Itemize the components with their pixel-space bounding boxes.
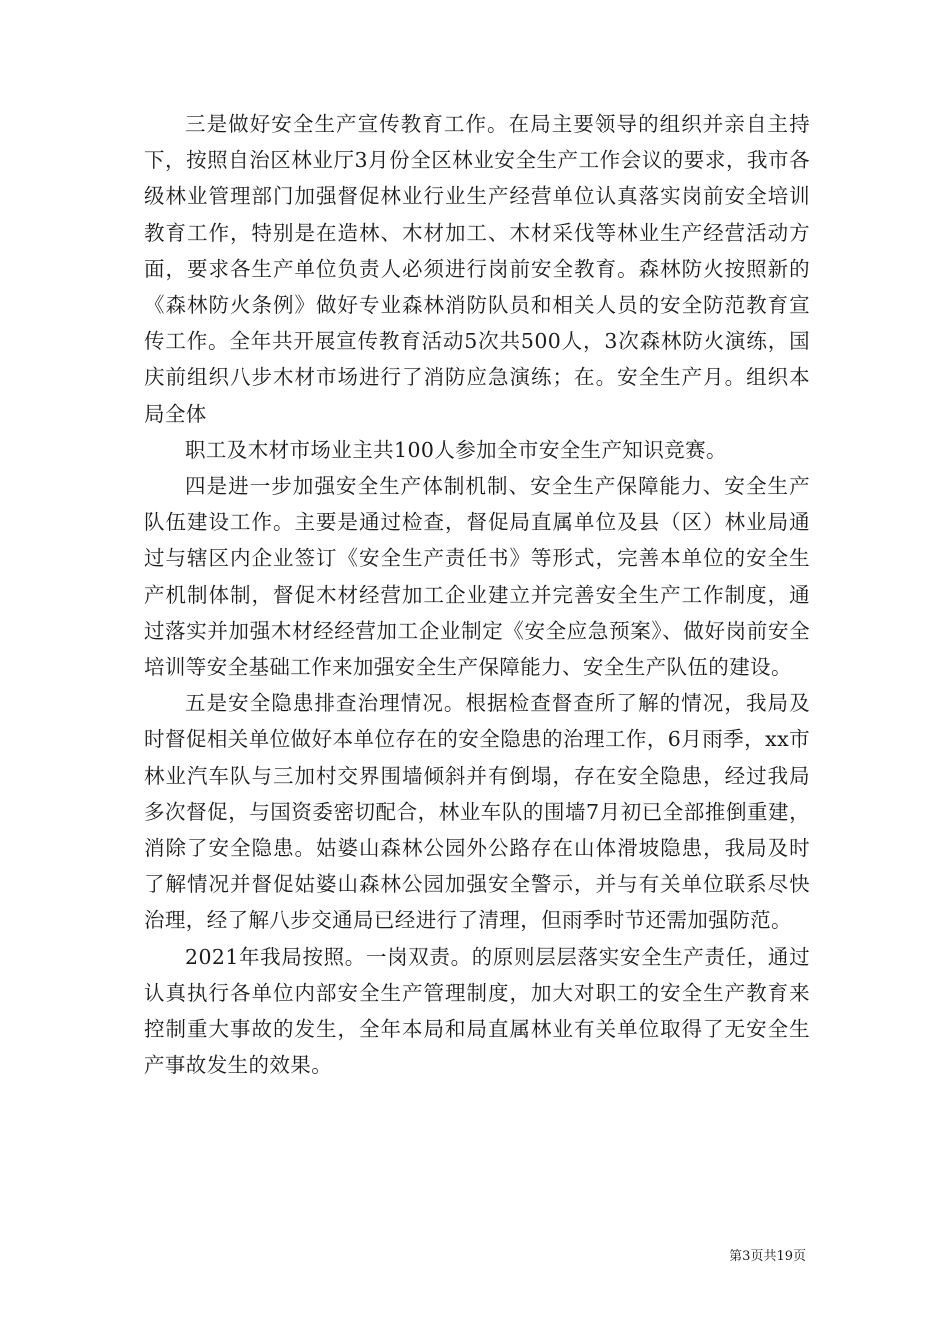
paragraph-safety-education: 三是做好安全生产宣传教育工作。在局主要领导的组织并亲自主持下，按照自治区林业厅3月份全区林业安全生产工作会议的要求，我市各级林业管理部门加强督促林业行业生产经营单位认真落实岗前安全培训教育工作，特别是在造林、木材加工、木材采伐等林业生产经营活动方面，要求各生产单位负责人必须进行岗前安全教育。森林防火按照新的《森林防火条例》做好专业森林消防队员和相关人员的安全防范教育宣传工作。全年共开展宣传教育活动5次共500人，3次森林防火演练，国庆前组织八步木材市场进行了消防应急演练；在。安全生产月。组织本局全体 [144,112,810,426]
paragraph-mechanism-building: 四是进一步加强安全生产体制机制、安全生产保障能力、安全生产队伍建设工作。主要是通过检查，督促局直属单位及县（区）林业局通过与辖区内企业签订《安全生产责任书》等形式，完善本单位的安全生产机制体制，督促木材经营加工企业建立并完善安全生产工作制度，通过落实并加强木材经经营加工企业制定《安全应急预案》、做好岗前安全培训等安全基础工作来加强安全生产保障能力、安全生产队伍的建设。 [144,474,810,680]
paragraph-annual-result: 2021年我局按照。一岗双责。的原则层层落实安全生产责任，通过认真执行各单位内部安全生产管理制度，加大对职工的安全生产教育来控制重大事故的发生，全年本局和局直属林业有关单位取得了无安全生产事故发生的效果。 [144,944,810,1078]
page-number-footer: 第3页共19页 [729,1249,806,1264]
document-body [144,106,810,1083]
paragraph-hazard-inspection: 五是安全隐患排查治理情况。根据检查督查所了解的情况，我局及时督促相关单位做好本单位存在的安全隐患的治理工作，6月雨季，xx市林业汽车队与三加村交界围墙倾斜并有倒塌，存在安全隐患，经过我局多次督促，与国资委密切配合，林业车队的围墙7月初已全部推倒重建，消除了安全隐患。姑婆山森林公园外公路存在山体滑坡隐患，我局及时了解情况并督促姑婆山森林公园加强安全警示，并与有关单位联系尽快治理，经了解八步交通局已经进行了清理，但雨季时节还需加强防范。 [144,691,810,933]
paragraph-knowledge-contest: 职工及木材市场业主共100人参加全市安全生产知识竞赛。 [185,437,727,462]
